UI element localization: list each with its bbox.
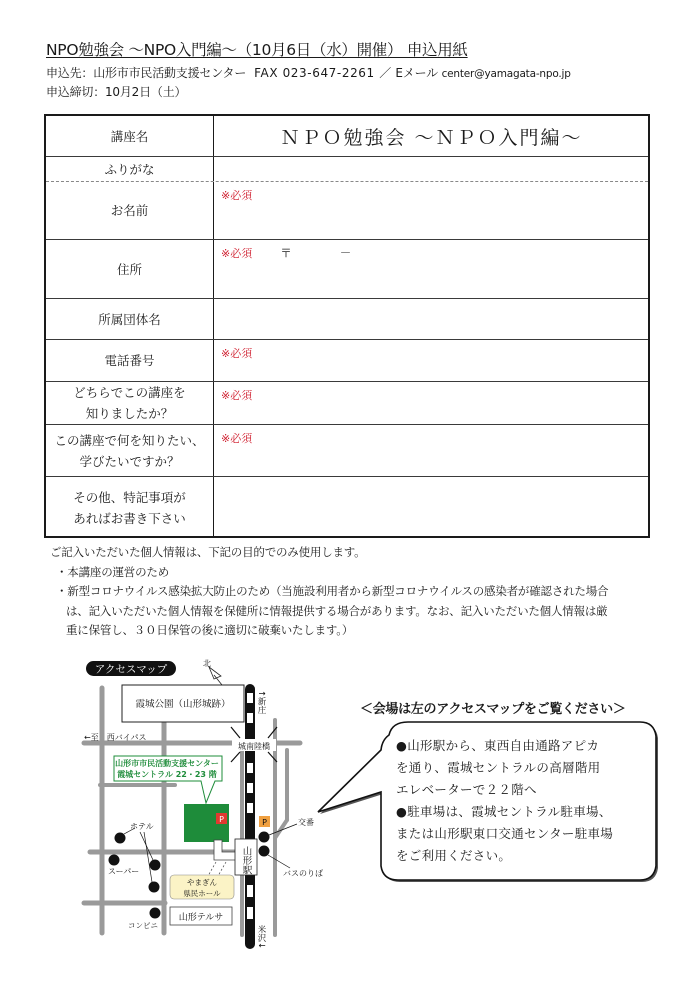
source-field[interactable] bbox=[215, 382, 648, 424]
row-furigana bbox=[46, 157, 648, 182]
parking-center-icon bbox=[216, 813, 227, 824]
label-interest bbox=[46, 425, 214, 476]
notes-bullet: ・本講座の運営のため bbox=[56, 564, 169, 579]
yamagin-label: 県民ホール bbox=[183, 889, 221, 898]
callout-line: または山形駅東口交通センター駐車場 bbox=[396, 826, 614, 841]
police-box-label: 交番 bbox=[298, 818, 314, 827]
label-remarks bbox=[46, 477, 214, 538]
bypass-direction: ←至 西バイパス bbox=[84, 733, 147, 742]
terrsa-label: 山形テルサ bbox=[178, 913, 224, 923]
row-interest bbox=[46, 425, 648, 477]
row-phone bbox=[46, 340, 648, 382]
park-kajo bbox=[122, 685, 244, 722]
required-mark: ※必須 bbox=[221, 247, 253, 260]
parking-label: P bbox=[262, 818, 267, 827]
railway bbox=[245, 684, 255, 949]
label-line: どちらでこの講座を bbox=[73, 385, 186, 400]
notes-continuation: は、記入いただいた個人情報を保健所に情報提供する場合があります。なお、記入いただいた個人情報は厳 bbox=[66, 603, 608, 618]
parking-station-icon bbox=[259, 816, 270, 827]
label-line: 知りましたか？ bbox=[85, 406, 174, 421]
required-mark: ※必須 bbox=[221, 347, 253, 360]
bus-stop-label: バスのりば bbox=[283, 869, 323, 878]
callout-line: を通り、霞城セントラルの高層階用 bbox=[396, 760, 601, 775]
label-furigana: ふりがな bbox=[46, 157, 214, 181]
furigana-field[interactable] bbox=[215, 157, 648, 181]
label-line: 学びたいですか？ bbox=[79, 453, 180, 469]
row-course-name bbox=[46, 116, 648, 157]
label-source bbox=[46, 382, 214, 424]
label-name: お名前 bbox=[46, 182, 214, 239]
row-remarks bbox=[46, 477, 648, 538]
north-label: 北 bbox=[203, 659, 211, 668]
required-mark: ※必須 bbox=[221, 432, 253, 445]
privacy-notes bbox=[50, 543, 608, 641]
label-line: あればお書き下さい bbox=[73, 510, 186, 526]
organization-field[interactable] bbox=[215, 299, 648, 339]
badge-label: アクセスマップ bbox=[94, 663, 168, 676]
page-title: NPO勉強会 ～NPO入門編～（10月6日（水）開催） 申込用紙 bbox=[46, 41, 468, 59]
bridge-label: 城南陸橋 bbox=[238, 742, 270, 751]
walkway-dashes bbox=[208, 862, 226, 876]
label-phone: 電話番号 bbox=[46, 340, 214, 381]
postal-dash: － bbox=[339, 246, 352, 260]
label-line: その他、特記事項が bbox=[73, 489, 186, 505]
access-map-badge bbox=[86, 661, 176, 676]
north-arrow-icon bbox=[203, 658, 222, 685]
remarks-field[interactable] bbox=[215, 477, 648, 538]
callout-line: をご利用ください。 bbox=[396, 848, 512, 863]
station-label: 山形駅 bbox=[240, 846, 252, 875]
address-field[interactable] bbox=[215, 240, 648, 298]
row-address bbox=[46, 240, 648, 299]
yamagata-station bbox=[235, 839, 257, 875]
center-callout bbox=[114, 756, 222, 803]
notes-bullet: ・新型コロナウイルス感染拡大防止のため（当施設利用者から新型コロナウイルスの感染者が確認された場合 bbox=[56, 584, 609, 598]
callout-text bbox=[396, 735, 613, 867]
yamagin-hall bbox=[170, 875, 234, 899]
name-field[interactable] bbox=[215, 182, 648, 239]
center-name: 山形市市民活動支援センター bbox=[115, 759, 219, 768]
row-source bbox=[46, 382, 648, 425]
callout-line: ●駐車場は、霞城セントラル駐車場、 bbox=[396, 804, 612, 819]
yonezawa-direction: 米沢↓ bbox=[256, 925, 266, 950]
label-line: この講座で何を知りたい、 bbox=[54, 432, 205, 448]
applicant-to: 申込先：山形市市民活動支援センター bbox=[46, 66, 247, 80]
yamagin-label: やまぎん bbox=[187, 878, 217, 887]
callout-line: エレベーターで２２階へ bbox=[396, 782, 537, 797]
shinjo-direction: ↑新庄 bbox=[256, 690, 266, 715]
required-mark: ※必須 bbox=[221, 189, 253, 202]
label-course-name: 講座名 bbox=[46, 116, 214, 156]
applicant-info bbox=[46, 64, 571, 81]
hotel-label: ホテル bbox=[130, 822, 154, 831]
row-organization bbox=[46, 299, 648, 340]
callout-heading: ＜会場は左のアクセスマップをご覧ください＞ bbox=[360, 702, 626, 717]
label-address: 住所 bbox=[46, 240, 214, 298]
interest-field[interactable] bbox=[215, 425, 648, 476]
center-floor: 霞城セントラル 22・23 階 bbox=[117, 770, 217, 779]
yamagata-terrsa bbox=[170, 907, 232, 925]
convenience-store-label: コンビニ bbox=[128, 921, 158, 930]
email-address[interactable]: center@yamagata-npo.jp bbox=[441, 68, 571, 80]
parking-label: P bbox=[219, 815, 224, 824]
phone-field[interactable] bbox=[215, 340, 648, 381]
notes-continuation: 重に保管し、３０日保管の後に適切に破棄いたします。） bbox=[66, 623, 354, 637]
row-name bbox=[46, 182, 648, 240]
application-form bbox=[44, 114, 650, 538]
postal-mark: 〒 bbox=[280, 246, 292, 260]
label-organization: 所属団体名 bbox=[46, 299, 214, 339]
course-name-value: ＮＰＯ勉強会 ～ＮＰＯ入門編～ bbox=[280, 126, 583, 149]
email-label: Eメール bbox=[395, 66, 438, 80]
fax-number: FAX 023-647-2261 ／ bbox=[254, 66, 392, 80]
required-mark: ※必須 bbox=[221, 389, 253, 402]
deadline: 申込締切：10月2日（土） bbox=[46, 85, 187, 99]
supermarket-label: スーパー bbox=[108, 867, 140, 876]
park-label: 霞城公園（山形城跡） bbox=[135, 699, 231, 710]
callout-line: ●山形駅から、東西自由通路アピカ bbox=[396, 738, 600, 753]
notes-intro: ご記入いただいた個人情報は、下記の目的でのみ使用します。 bbox=[50, 545, 366, 559]
